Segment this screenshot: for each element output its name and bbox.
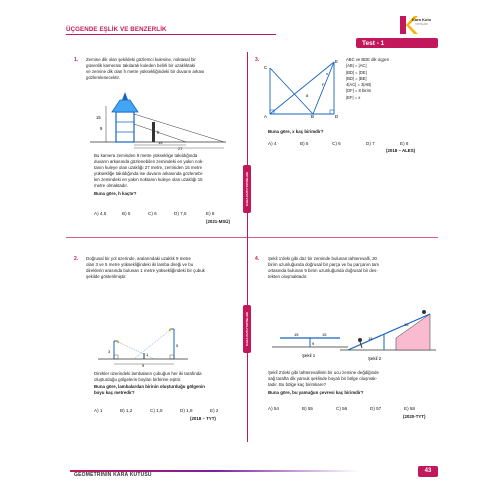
option-b[interactable]: B) 1,2 xyxy=(120,408,133,413)
test-label: Test - 1 xyxy=(362,39,385,47)
option-b[interactable]: B) 5 xyxy=(122,211,131,216)
fig1-label-15b: 15 xyxy=(158,140,163,145)
option-d[interactable]: D) 1,8 xyxy=(180,408,193,413)
row-divider xyxy=(66,237,438,238)
option-c[interactable]: C) 56 xyxy=(336,406,348,411)
option-e[interactable]: E) 2 xyxy=(210,408,219,413)
figure-1-caption: Şekil 1 xyxy=(302,353,316,358)
option-b[interactable]: B) 55 xyxy=(302,406,313,411)
fig3-label-F: F xyxy=(322,82,325,87)
question-1-options xyxy=(94,211,214,216)
fig2-label-9: 9 xyxy=(142,363,145,367)
header-underline xyxy=(66,34,276,35)
question-2-options xyxy=(94,408,218,413)
fig2-label-1: 1 xyxy=(146,352,149,357)
option-c[interactable]: C) 6 xyxy=(148,211,157,216)
question-1-source: (2021-MSÜ) xyxy=(206,219,230,224)
fig3-label-8: 8 xyxy=(306,93,309,98)
option-e[interactable]: E) 8 xyxy=(400,141,409,146)
publisher-sub: YAYINLARI xyxy=(415,23,428,26)
question-3-number: 3. xyxy=(255,57,260,63)
fig4-label-15a: 15 xyxy=(294,332,299,337)
question-2-prompt: Buna göre, lambalardan birinin oluşturduğu gölgenin boyu kaç metredir? xyxy=(94,384,205,396)
fig3-label-D: D xyxy=(335,114,339,119)
option-a[interactable]: A) 4,5 xyxy=(94,211,107,216)
fig4-label-15c: 15 xyxy=(368,336,373,341)
fig1-label-h: h xyxy=(157,130,160,135)
question-4-figure-2 xyxy=(338,310,438,364)
fig2-label-5: 5 xyxy=(176,343,179,348)
question-3-options xyxy=(268,141,408,146)
fig1-label-27: 27 xyxy=(178,146,183,150)
question-2-text: Doğrusal bir yol üzerinde, aralarındaki uzaklık 9 metre olan 3 ve 5 metre yüksekliğindeki iki lamba direği ve bu direklerin arasında bulunan 1 metre yüksekliğindeki bir çubuk şekilde gösterilmiştir. xyxy=(86,256,205,280)
fig3-label-B: B xyxy=(311,114,314,119)
side-tag-bottom: KARA KUTU YAYINLARI xyxy=(243,305,251,353)
option-d[interactable]: D) 7 xyxy=(366,141,375,146)
question-1-body: Bu kamera zeminden 9 metre yükseklige takıldığında duvarın arkasında gözlenebilen zemindeki en yakın nok- tanın kuleye olan uzaklığı 27 metre, zeminden 15 metre yüksekliğe takıldığında ise duvarın arkasında gözlenebi- len zemindeki en yakın noktanın kuleye olan uzaklığı 15 metre olmaktadır. xyxy=(94,153,204,189)
option-a[interactable]: A) 54 xyxy=(268,406,279,411)
question-4-body: Şekil 2'deki gibi tahterevallinin bir ucu zemine değdiğinde sağ tarafta dik yamuk şeklinde boyalı bir bölge oluşmak- tadır. Bu bölge kaç birimkare? xyxy=(268,370,379,388)
fig2-label-3: 3 xyxy=(108,349,111,354)
fig3-label-x: x xyxy=(326,71,328,76)
question-4-source: (2020-TYT) xyxy=(403,414,426,419)
question-1-text: Zemine dik olan şekildeki gözlemci kulesine, noktasal bir güvenlik kamerası takılarak kuleden belirli bir uzaklıktaki ve zemine dik olan h metre yüksekliğindeki bir duvarın arkası gözlemlenecektir. xyxy=(86,57,205,81)
question-1-prompt: Buna göre, h kaçtır? xyxy=(94,191,137,196)
question-2-source: (2018 – TYT) xyxy=(190,416,216,421)
option-d[interactable]: D) 7,5 xyxy=(174,211,187,216)
fig4-label-9: 9 xyxy=(312,341,315,346)
question-4-prompt: Buna göre, bu yamuğun çevresi kaç birimdir? xyxy=(268,390,364,395)
fig4-label-15d: 15 xyxy=(404,322,409,327)
question-3-prompt: Buna göre, x kaç birimdir? xyxy=(268,129,324,134)
option-c[interactable]: C) 1,5 xyxy=(150,408,163,413)
question-3-source: (2018 – ALES) xyxy=(386,148,416,153)
question-4-options xyxy=(268,406,415,411)
option-a[interactable]: A) 4 xyxy=(268,141,277,146)
figure-2-caption: Şekil 2 xyxy=(368,356,382,361)
page-number: 43 xyxy=(418,466,438,477)
fig3-label-C: C xyxy=(264,65,268,70)
fig3-label-A: A xyxy=(264,114,267,119)
option-b[interactable]: B) 5 xyxy=(300,141,309,146)
fig3-label-E: E xyxy=(335,59,338,64)
footer-title: GEOMETRİNİN KARA KUTUSU xyxy=(74,472,152,478)
fig4-label-15b: 15 xyxy=(322,332,327,337)
question-4-number: 4. xyxy=(255,256,260,262)
question-3-givens: ABC ve BDE dik üçgen |AB| = |AC| |BD| = |DE| |BD| = |BE| 4|AC| = 3|AB| |DF| = 8 birim |EF| = x xyxy=(346,57,390,100)
column-divider xyxy=(247,52,248,442)
question-3-figure xyxy=(258,56,348,126)
fig1-label-15: 15 xyxy=(96,115,101,120)
question-2-number: 2. xyxy=(74,256,79,262)
option-c[interactable]: C) 6 xyxy=(332,141,341,146)
fig1-label-9: 9 xyxy=(100,126,103,131)
option-e[interactable]: E) 58 xyxy=(404,406,415,411)
option-d[interactable]: D) 57 xyxy=(370,406,382,411)
option-a[interactable]: A) 1 xyxy=(94,408,103,413)
publisher-name: Kara Kutu xyxy=(412,17,432,22)
question-2-figure xyxy=(96,325,192,367)
chapter-title: ÜÇGENDE EŞLİK VE BENZERLİK xyxy=(66,26,167,33)
question-1-number: 1. xyxy=(74,57,79,63)
question-4-text: Şekil 1'deki gibi düz bir zeminde bulunan tahterevalli, 30 birim uzunluğunda doğrusal bir parça ve bu parçanın tam ortasında bulunan 9 birim uzunluğunda doğrusal bir des- tekten oluşmaktadır. xyxy=(268,256,380,280)
question-1-figure xyxy=(86,84,236,150)
question-2-body: Direkler üzerindeki lambaların çubuğun her iki tarafında oluşturduğu gölgelerin boyları birbirine eşittir. xyxy=(94,371,202,383)
side-tag-top: KARA KUTU YAYINLARI xyxy=(243,165,251,213)
option-e[interactable]: E) 8 xyxy=(206,211,215,216)
